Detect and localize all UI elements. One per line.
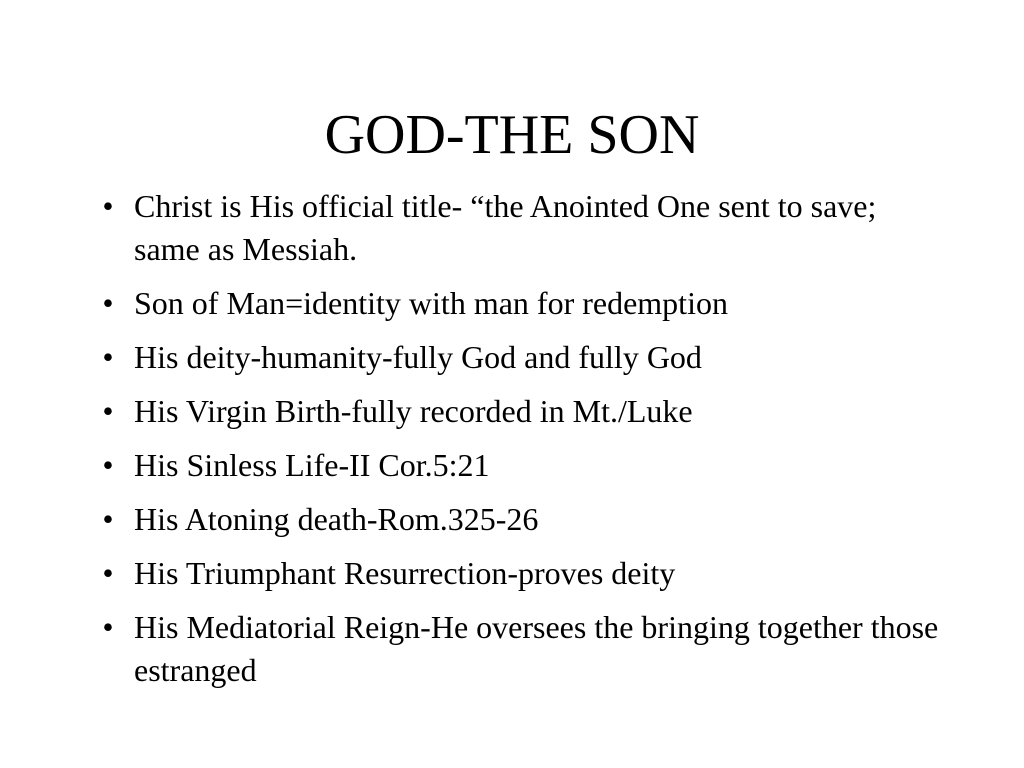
bullet-item — [92, 444, 942, 487]
bullet-text: Son of Man=identity with man for redemption — [134, 285, 728, 321]
bullet-item — [92, 390, 942, 433]
slide-title: GOD-THE SON — [324, 104, 700, 166]
bullet-icon: • — [102, 188, 114, 224]
bullet-icon: • — [102, 393, 114, 429]
bullet-icon: • — [102, 285, 114, 321]
bullet-text: His deity-humanity-fully God and fully God — [134, 339, 702, 375]
bullet-icon: • — [102, 501, 114, 537]
bullet-text: His Mediatorial Reign-He oversees the bringing together those estranged — [134, 609, 939, 688]
bullet-icon: • — [102, 447, 114, 483]
bullet-list — [92, 185, 942, 703]
bullet-text: His Virgin Birth-fully recorded in Mt./Luke — [134, 393, 693, 429]
bullet-item — [92, 336, 942, 379]
bullet-item — [92, 498, 942, 541]
bullet-text: Christ is His official title- “the Anointed One sent to save; same as Messiah. — [134, 188, 877, 267]
bullet-item — [92, 606, 942, 692]
bullet-icon: • — [102, 555, 114, 591]
bullet-icon: • — [102, 339, 114, 375]
bullet-item — [92, 185, 942, 271]
bullet-text: His Sinless Life-II Cor.5:21 — [134, 447, 490, 483]
bullet-item — [92, 282, 942, 325]
bullet-item — [92, 552, 942, 595]
bullet-icon: • — [102, 609, 114, 645]
bullet-text: His Triumphant Resurrection-proves deity — [134, 555, 676, 591]
bullet-text: His Atoning death-Rom.325-26 — [134, 501, 539, 537]
